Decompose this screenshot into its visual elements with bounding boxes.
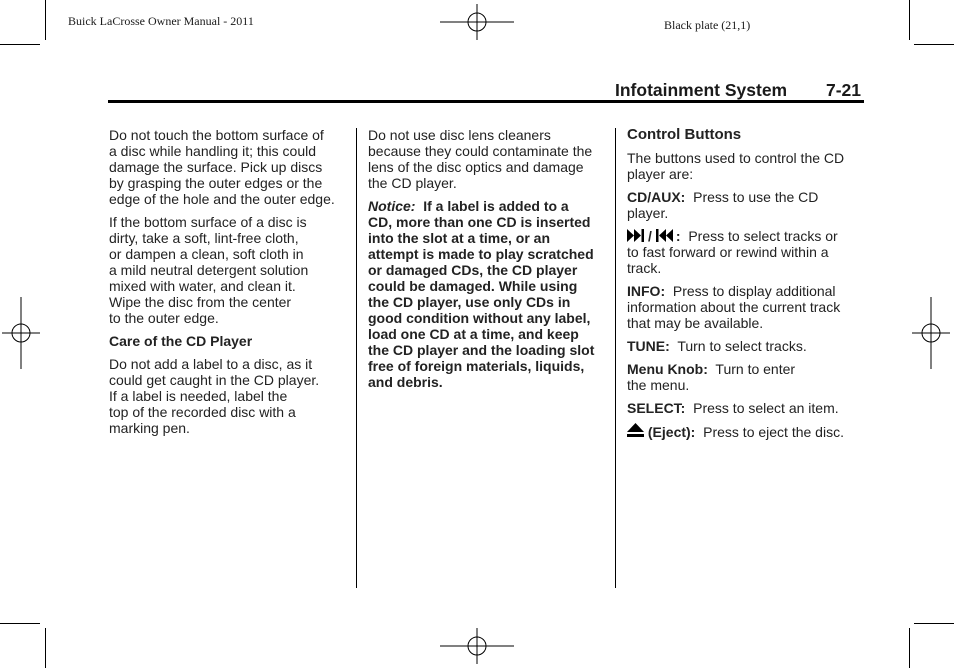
text-line: the CD player. <box>368 175 457 191</box>
text-line: If a label is added to a <box>423 198 569 214</box>
text-line: that may be available. <box>627 315 764 331</box>
column-2 <box>368 127 610 397</box>
column-3 <box>627 127 863 447</box>
text-line: a mild neutral detergent solution <box>109 262 309 278</box>
section-heading: Control Buttons <box>627 126 742 143</box>
plate-label: Black plate (21,1) <box>664 18 751 32</box>
text-line: dirty, take a soft, lint-free cloth, <box>109 230 299 246</box>
column-divider <box>356 128 357 588</box>
text-line: Wipe the disc from the center <box>109 294 292 310</box>
paragraph <box>627 150 863 182</box>
text-line: information about the current track <box>627 299 841 315</box>
notice-block <box>368 198 610 390</box>
text-line: to fast forward or rewind within a <box>627 244 829 260</box>
text-line: a disc while handling it; this could <box>109 143 317 159</box>
text-line: could be damaged. While using <box>368 278 578 294</box>
text-line: damage the surface. Pick up discs <box>109 159 323 175</box>
registration-mark-icon <box>0 295 42 371</box>
manual-title: Buick LaCrosse Owner Manual - 2011 <box>68 14 254 28</box>
text-line: player. <box>627 205 669 221</box>
text-line: load one CD at a time, and keep <box>368 326 579 342</box>
registration-mark-icon <box>438 626 516 666</box>
registration-mark-icon <box>910 295 952 371</box>
text-line: Do not add a label to a disc, as it <box>109 356 313 372</box>
section-title: Infotainment System <box>615 80 788 100</box>
text-line: marking pen. <box>109 420 190 436</box>
eject-label: (Eject): <box>647 424 696 440</box>
tune-entry <box>627 338 863 354</box>
text-line: into the slot at a time, or an <box>368 230 551 246</box>
page-number: 7-21 <box>826 80 862 100</box>
text-line: to the outer edge. <box>109 310 219 326</box>
text-line: If the bottom surface of a disc is <box>109 214 307 230</box>
text-line: track. <box>627 260 662 276</box>
seek-previous-icon <box>655 229 673 242</box>
paragraph <box>109 356 351 436</box>
seek-colon: : <box>675 228 681 244</box>
cdaux-label: CD/AUX: <box>627 189 686 205</box>
text-line: Press to use the CD <box>693 189 819 205</box>
info-label: INFO: <box>627 283 666 299</box>
text-line: top of the recorded disc with a <box>109 404 296 420</box>
text-line: If a label is needed, label the <box>109 388 288 404</box>
crop-mark <box>914 623 954 624</box>
column-divider <box>615 128 616 588</box>
text-line: or dampen a clean, soft cloth in <box>109 246 304 262</box>
text-line: The buttons used to control the CD <box>627 150 845 166</box>
text-line: player are: <box>627 166 694 182</box>
text-line: Press to select tracks or <box>688 228 838 244</box>
paragraph <box>109 127 351 207</box>
seek-entry <box>627 228 863 276</box>
paragraph <box>109 214 351 326</box>
cdaux-entry <box>627 189 863 221</box>
text-line: and debris. <box>368 374 443 390</box>
text-line: Press to select an item. <box>693 400 839 416</box>
text-line: Do not use disc lens cleaners <box>368 127 551 143</box>
menu-knob-label: Menu Knob: <box>627 361 708 377</box>
text-line: mixed with water, and clean it. <box>109 278 296 294</box>
text-line: the menu. <box>627 377 690 393</box>
text-line: or damaged CDs, the CD player <box>368 262 578 278</box>
text-line: Turn to enter <box>715 361 796 377</box>
text-line: the CD player, use only CDs in <box>368 294 571 310</box>
text-line: attempt is made to play scratched <box>368 246 594 262</box>
header-rule <box>108 100 864 103</box>
text-line: good condition without any label, <box>368 310 591 326</box>
text-line: Press to eject the disc. <box>703 424 844 440</box>
tune-label: TUNE: <box>627 338 670 354</box>
text-line: Do not touch the bottom surface of <box>109 127 324 143</box>
eject-icon <box>627 423 644 438</box>
crop-mark <box>45 628 46 668</box>
menu-knob-entry <box>627 361 863 393</box>
text-line: the CD player and the loading slot <box>368 342 595 358</box>
crop-mark <box>0 44 40 45</box>
text-line: free of foreign materials, liquids, <box>368 358 585 374</box>
select-label: SELECT: <box>627 400 686 416</box>
crop-mark <box>909 0 910 40</box>
select-entry <box>627 400 863 416</box>
text-line: could get caught in the CD player. <box>109 372 320 388</box>
eject-entry <box>627 423 863 440</box>
registration-mark-icon <box>438 2 516 42</box>
text-line: Turn to select tracks. <box>677 338 807 354</box>
text-line: by grasping the outer edges or the <box>109 175 323 191</box>
crop-mark <box>914 44 954 45</box>
text-line: because they could contaminate the <box>368 143 593 159</box>
text-line: lens of the disc optics and damage <box>368 159 584 175</box>
column-1 <box>109 127 351 443</box>
text-line: CD, more than one CD is inserted <box>368 214 591 230</box>
subheading: Care of the CD Player <box>109 333 253 349</box>
crop-mark <box>0 623 40 624</box>
seek-separator: / <box>648 228 652 244</box>
notice-label: Notice: <box>368 198 416 214</box>
info-entry <box>627 283 863 331</box>
seek-next-icon <box>627 229 645 242</box>
crop-mark <box>45 0 46 40</box>
text-line: edge of the hole and the outer edge. <box>109 191 335 207</box>
paragraph <box>368 127 610 191</box>
text-line: Press to display additional <box>672 283 836 299</box>
crop-mark <box>909 628 910 668</box>
